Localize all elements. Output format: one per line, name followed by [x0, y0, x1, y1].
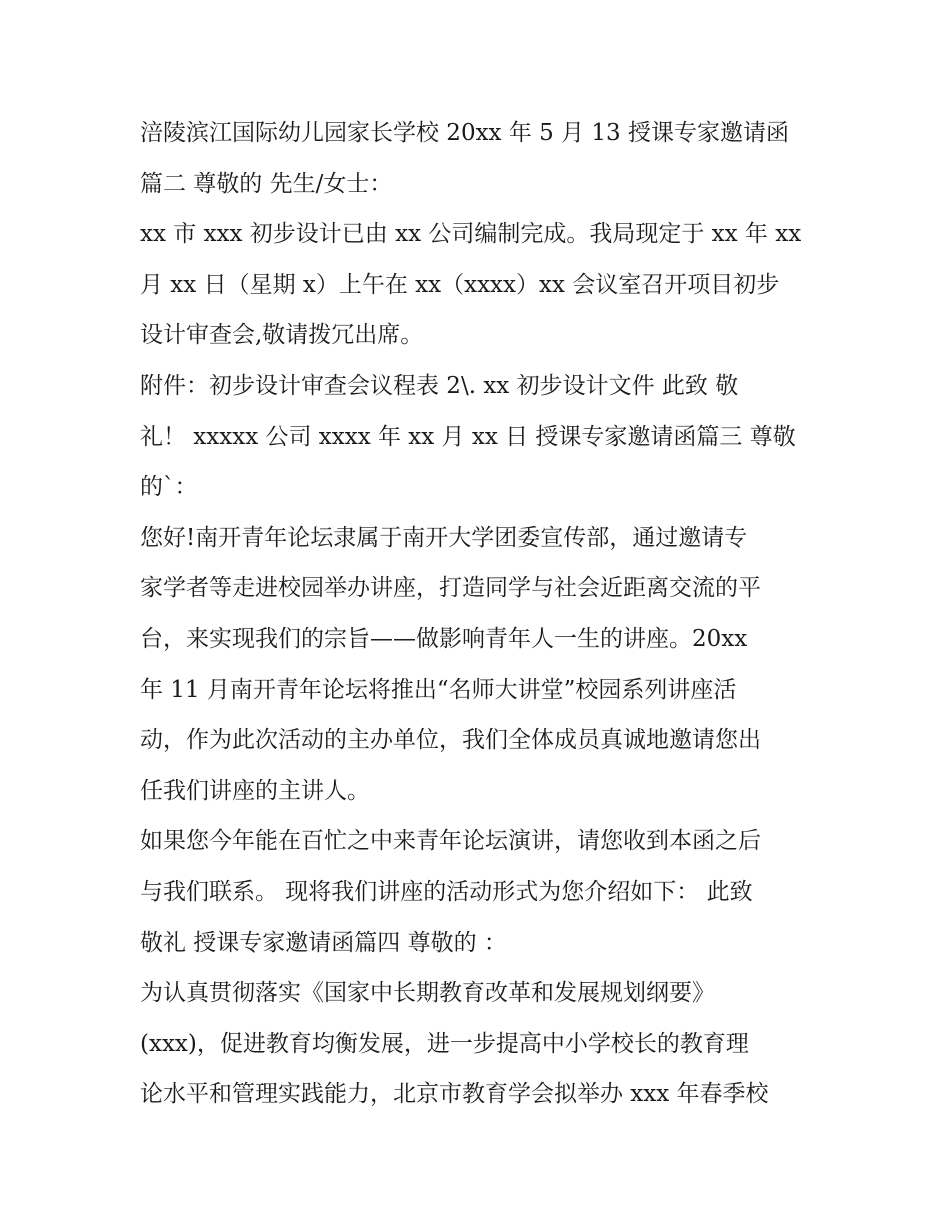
text-line: 年 11 月南开青年论坛将推出“名师大讲堂”校园系列讲座活 — [140, 676, 737, 703]
text-line: 附件：初步设计审查会议程表 2\. xx 初步设计文件 此致 敬 — [140, 372, 739, 399]
document-body — [140, 108, 820, 1120]
text-line: 月 xx 日（星期 x）上午在 xx（xxxx）xx 会议室召开项目初步 — [140, 271, 780, 298]
text-line: 篇二 尊敬的 先生/女士： — [140, 170, 393, 197]
text-line: 家学者等走进校园举办讲座，打造同学与社会近距离交流的平 — [140, 575, 761, 602]
text-line: 动，作为此次活动的主办单位，我们全体成员真诚地邀请您出 — [140, 727, 761, 754]
text-line: 论水平和管理实践能力，北京市教育学会拟举办 xxx 年春季校 — [140, 1081, 769, 1108]
text-line: 与我们联系。 现将我们讲座的活动形式为您介绍如下： 此致 — [140, 878, 753, 905]
text-line: 涪陵滨江国际幼儿园家长学校 20xx 年 5 月 13 授课专家邀请函 — [140, 120, 789, 146]
text-line: 台，来实现我们的宗旨——做影响青年人一生的讲座。20xx — [140, 625, 748, 652]
text-line: 设计审查会,敬请拨冗出席。 — [140, 322, 424, 349]
text-line: 礼！ xxxxx 公司 xxxx 年 xx 月 xx 日 授课专家邀请函篇三 尊敬 — [140, 423, 796, 450]
text-line: 的`： — [140, 474, 198, 501]
text-line: 任我们讲座的主讲人。 — [140, 777, 370, 804]
text-line: xx 市 xxx 初步设计已由 xx 公司编制完成。我局现定于 xx 年 xx — [140, 221, 802, 248]
text-line: 为认真贯彻落实《国家中长期教育改革和发展规划纲要》 — [140, 980, 715, 1007]
text-line: (xxx)，促进教育均衡发展，进一步提高中小学校长的教育理 — [140, 1030, 749, 1057]
text-line: 您好!南开青年论坛隶属于南开大学团委宣传部，通过邀请专 — [140, 524, 748, 551]
text-line: 如果您今年能在百忙之中来青年论坛演讲，请您收到本函之后 — [140, 828, 761, 855]
text-line: 敬礼 授课专家邀请函篇四 尊敬的 ： — [140, 929, 507, 956]
